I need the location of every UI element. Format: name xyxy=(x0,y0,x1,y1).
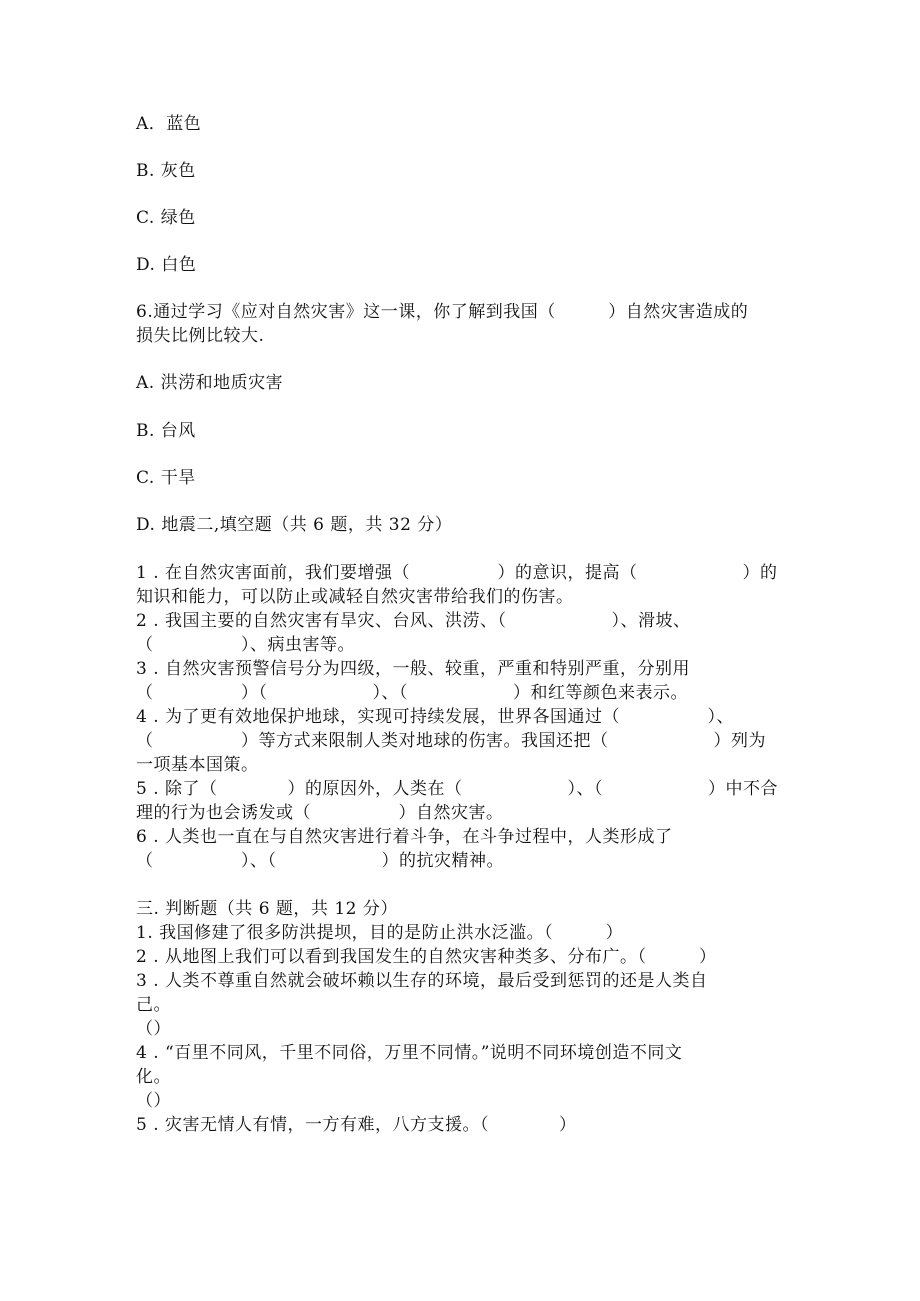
fill-q1-line1: 1 . 在自然灾害面前，我们要增强（ ）的意识，提高（ ）的 xyxy=(136,563,778,583)
q5-option-d: D. 白色 xyxy=(136,255,197,275)
fill-q4-line2: （ ）等方式来限制人类对地球的伤害。我国还把（ ）列为 xyxy=(136,731,766,751)
fill-q5-line1: 5 . 除了（ ）的原因外，人类在（ ）、（ ）中不合 xyxy=(136,779,779,799)
q5-option-b: B. 灰色 xyxy=(136,161,196,181)
q6-option-a: A. 洪涝和地质灾害 xyxy=(136,373,284,393)
q5-option-c: C. 绿色 xyxy=(136,208,196,228)
fill-q2-line2: （ ）、病虫害等。 xyxy=(136,635,355,655)
fill-q4-line1: 4 . 为了更有效地保护地球，实现可持续发展，世界各国通过（ ）、 xyxy=(136,707,735,727)
section3-header: 三. 判断题（共 6 题，共 12 分） xyxy=(136,899,398,919)
q6-option-b: B. 台风 xyxy=(136,421,196,441)
q6-stem-line2: 损失比例比较大. xyxy=(136,326,265,346)
judge-q2: 2 . 从地图上我们可以看到我国发生的自然灾害种类多、分布广。（ ） xyxy=(136,947,717,967)
judge-q4-line1: 4 . “百里不同风，千里不同俗，万里不同情。”说明不同环境创造不同文 xyxy=(136,1043,683,1063)
fill-q3-line2: （ ）（ ）、（ ）和红等颜色来表示。 xyxy=(136,683,688,703)
fill-q6-line1: 6 . 人类也一直在与自然灾害进行着斗争，在斗争过程中，人类形成了 xyxy=(136,827,673,847)
fill-q1-line2: 知识和能力，可以防止或减轻自然灾害带给我们的伤害。 xyxy=(136,587,574,607)
judge-q3-answer-blank: （） xyxy=(136,1019,171,1039)
fill-q4-line3: 一项基本国策。 xyxy=(136,755,259,775)
fill-q3-line1: 3 . 自然灾害预警信号分为四级，一般、较重，严重和特别严重，分别用 xyxy=(136,659,691,679)
fill-q2-line1: 2 . 我国主要的自然灾害有旱灾、台风、洪涝、（ ）、滑坡、 xyxy=(136,611,691,631)
fill-q6-line2: （ ）、（ ）的抗灾精神。 xyxy=(136,851,504,871)
q6-option-c: C. 干旱 xyxy=(136,468,196,488)
judge-q3-line2: 己。 xyxy=(136,995,171,1015)
q5-option-a: A．蓝色 xyxy=(136,114,202,134)
judge-q4-line2: 化。 xyxy=(136,1067,171,1087)
judge-q1: 1. 我国修建了很多防洪提坝，目的是防止洪水泛滥。（ ） xyxy=(136,923,624,943)
judge-q5: 5 . 灾害无情人有情，一方有难，八方支援。（ ） xyxy=(136,1115,577,1135)
judge-q4-answer-blank: （） xyxy=(136,1091,171,1111)
q6-option-d-and-section2-header: D. 地震二,填空题（共 6 题，共 32 分） xyxy=(136,515,453,535)
q6-stem-line1: 6.通过学习《应对自然灾害》这一课，你了解到我国（ ）自然灾害造成的 xyxy=(136,302,749,322)
judge-q3-line1: 3 . 人类不尊重自然就会破坏赖以生存的环境，最后受到惩罚的还是人类自 xyxy=(136,971,708,991)
fill-q5-line2: 理的行为也会诱发或（ ）自然灾害。 xyxy=(136,803,504,823)
